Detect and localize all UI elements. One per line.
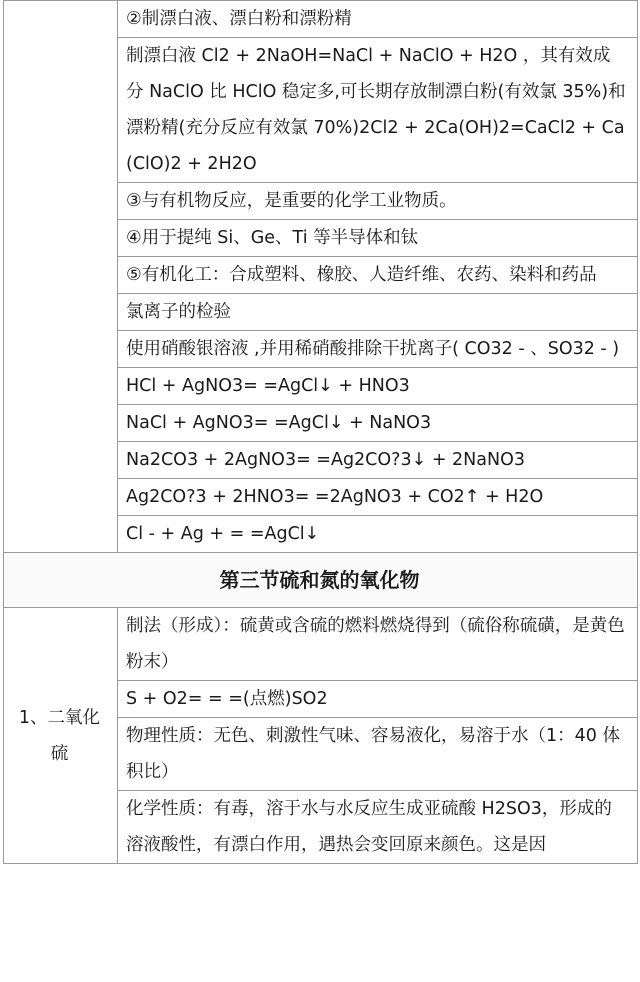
table-cell: ⑤有机化工：合成塑料、橡胶、人造纤维、农药、染料和药品 [118, 257, 638, 294]
table-cell: 使用硝酸银溶液 ,并用稀硝酸排除干扰离子( CO32 - 、SO32 - ) [118, 331, 638, 368]
table-row [4, 1, 638, 38]
table-cell: Ag2CO?3 + 2HNO3= =2AgNO3 + CO2↑ + H2O [118, 479, 638, 516]
table-row [4, 608, 638, 681]
table-cell: Na2CO3 + 2AgNO3= =Ag2CO?3↓ + 2NaNO3 [118, 442, 638, 479]
table-cell: ②制漂白液、漂白粉和漂粉精 [118, 1, 638, 38]
table-cell: S + O2= = =(点燃)SO2 [118, 681, 638, 718]
table-cell: Cl - + Ag + = =AgCl↓ [118, 516, 638, 553]
table-cell: 氯离子的检验 [118, 294, 638, 331]
table-cell: 物理性质：无色、刺激性气味、容易液化，易溶于水（1：40 体积比） [118, 718, 638, 791]
table-cell: 制法（形成）：硫黄或含硫的燃料燃烧得到（硫俗称硫磺，是黄色粉末） [118, 608, 638, 681]
table-cell: NaCl + AgNO3= =AgCl↓ + NaNO3 [118, 405, 638, 442]
table-cell: 化学性质：有毒，溶于水与水反应生成亚硫酸 H2SO3，形成的溶液酸性，有漂白作用，遇热会变回原来颜色。这是因 [118, 791, 638, 864]
table-cell: HCl + AgNO3= =AgCl↓ + HNO3 [118, 368, 638, 405]
notes-table [3, 0, 638, 864]
table-cell: ④用于提纯 Si、Ge、Ti 等半导体和钛 [118, 220, 638, 257]
label-cell-empty [4, 1, 118, 553]
section-heading: 第三节硫和氮的氧化物 [4, 553, 638, 608]
section-heading-row [4, 553, 638, 608]
table-cell: 制漂白液 Cl2 + 2NaOH=NaCl + NaClO + H2O ，其有效成分 NaClO 比 HClO 稳定多,可长期存放制漂白粉(有效氯 35%)和漂粉精(充分反应有效氯 70%)2Cl2 + 2Ca(OH)2=CaCl2 + Ca(ClO)2 + 2H2O [118, 38, 638, 183]
table-cell: ③与有机物反应，是重要的化学工业物质。 [118, 183, 638, 220]
row-label: 1、二氧化硫 [4, 608, 118, 864]
